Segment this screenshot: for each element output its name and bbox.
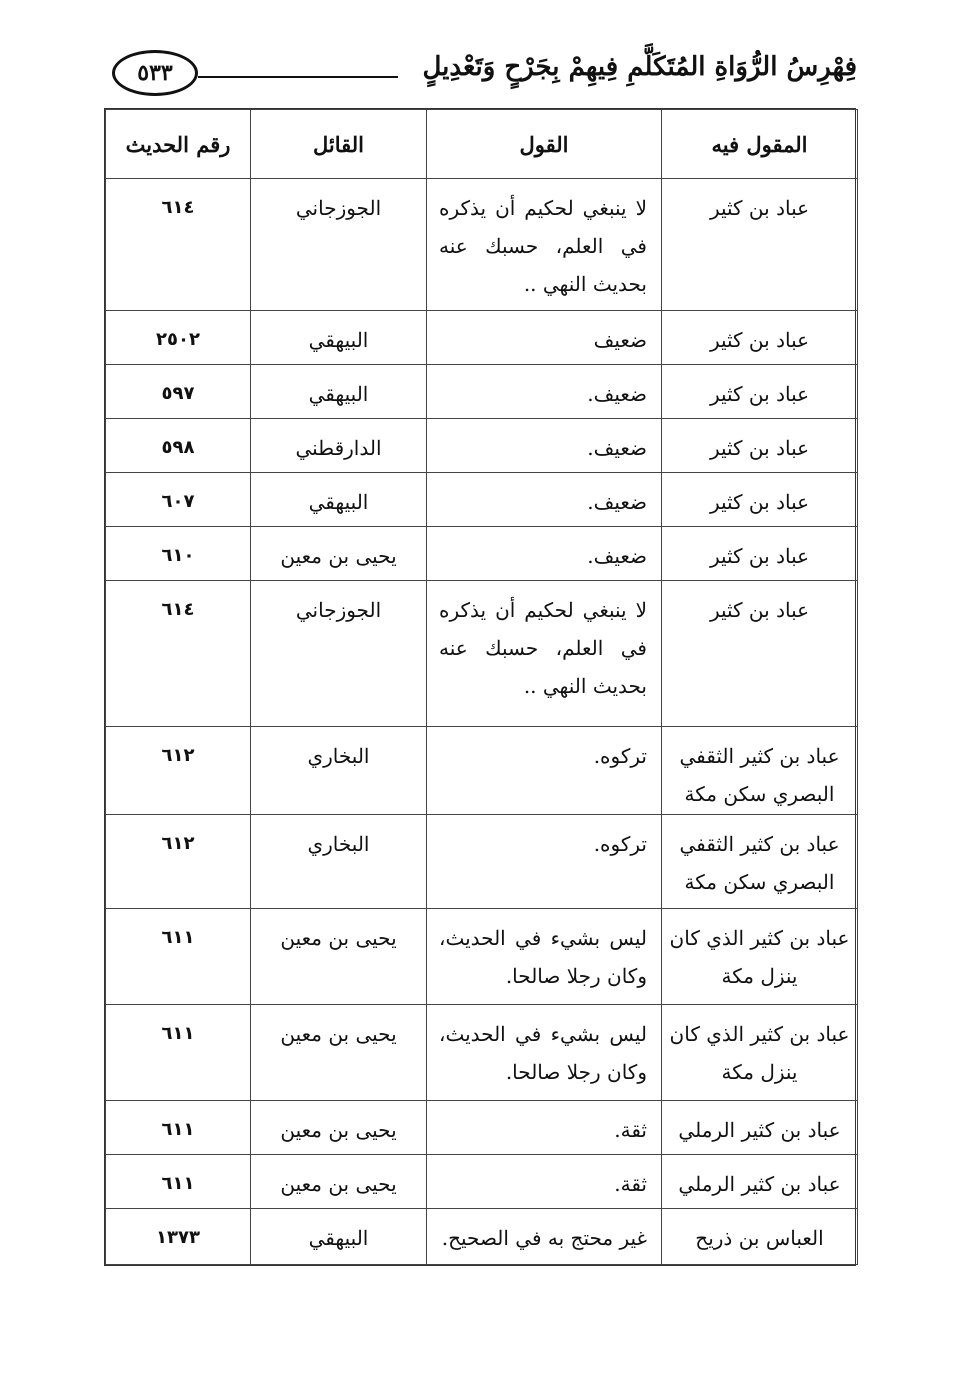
speaker-cell: البيهقي	[251, 365, 427, 419]
speaker-cell: البيهقي	[251, 311, 427, 365]
subject-cell: عباد بن كثير	[662, 311, 858, 365]
subject-cell: عباد بن كثير	[662, 527, 858, 581]
hadith-number-cell: ٥٩٨	[106, 419, 251, 473]
hadith-number-cell: ٦١٢	[106, 815, 251, 909]
speaker-cell: الدارقطني	[251, 419, 427, 473]
page-header	[112, 48, 857, 104]
statement-cell: ليس بشيء في الحديث، وكان رجلا صالحا.	[427, 1005, 662, 1101]
statement-cell: ضعيف.	[427, 527, 662, 581]
speaker-cell: البخاري	[251, 815, 427, 909]
column-header-speaker: القائل	[251, 110, 427, 179]
column-header-subject: المقول فيه	[662, 110, 858, 179]
subject-cell: عباد بن كثير الثقفي البصري سكن مكة	[662, 815, 858, 909]
statement-cell: تركوه.	[427, 815, 662, 909]
hadith-number-cell: ٦١١	[106, 1005, 251, 1101]
table-row	[106, 1209, 858, 1265]
hadith-number-cell: ٦١٤	[106, 179, 251, 311]
speaker-cell: البخاري	[251, 727, 427, 815]
hadith-number-cell: ٦١٠	[106, 527, 251, 581]
speaker-cell: يحيى بن معين	[251, 1005, 427, 1101]
narrators-table-wrapper	[104, 108, 856, 1266]
hadith-number-cell: ٦١١	[106, 1155, 251, 1209]
statement-cell: ليس بشيء في الحديث، وكان رجلا صالحا.	[427, 909, 662, 1005]
table-row	[106, 527, 858, 581]
hadith-number-cell: ٦١٤	[106, 581, 251, 727]
subject-cell: عباد بن كثير الذي كان ينزل مكة	[662, 909, 858, 1005]
hadith-number-cell: ٥٩٧	[106, 365, 251, 419]
speaker-cell: يحيى بن معين	[251, 1101, 427, 1155]
column-header-statement: القول	[427, 110, 662, 179]
speaker-cell: يحيى بن معين	[251, 909, 427, 1005]
narrators-table	[105, 109, 858, 1265]
subject-cell: عباد بن كثير	[662, 419, 858, 473]
page-number: ٥٣٣	[112, 50, 198, 96]
table-row	[106, 179, 858, 311]
subject-cell: عباد بن كثير	[662, 581, 858, 727]
hadith-number-cell: ٦١٢	[106, 727, 251, 815]
table-row	[106, 473, 858, 527]
statement-cell: ضعيف.	[427, 419, 662, 473]
table-row	[106, 419, 858, 473]
speaker-cell: البيهقي	[251, 473, 427, 527]
table-row	[106, 1101, 858, 1155]
hadith-number-cell: ١٣٧٣	[106, 1209, 251, 1265]
subject-cell: عباد بن كثير الذي كان ينزل مكة	[662, 1005, 858, 1101]
subject-cell: عباد بن كثير الرملي	[662, 1101, 858, 1155]
table-row	[106, 1005, 858, 1101]
subject-cell: عباد بن كثير	[662, 365, 858, 419]
subject-cell: عباد بن كثير الرملي	[662, 1155, 858, 1209]
table-row	[106, 311, 858, 365]
hadith-number-cell: ٦٠٧	[106, 473, 251, 527]
speaker-cell: يحيى بن معين	[251, 527, 427, 581]
statement-cell: لا ينبغي لحكيم أن يذكره في العلم، حسبك عنه بحديث النهي ..	[427, 179, 662, 311]
table-row	[106, 815, 858, 909]
subject-cell: العباس بن ذريح	[662, 1209, 858, 1265]
statement-cell: ضعيف	[427, 311, 662, 365]
hadith-number-cell: ٦١١	[106, 1101, 251, 1155]
column-header-hadith-number: رقم الحديث	[106, 110, 251, 179]
table-row	[106, 365, 858, 419]
statement-cell: ثقة.	[427, 1101, 662, 1155]
header-rule	[198, 76, 398, 78]
table-row	[106, 581, 858, 727]
statement-cell: ضعيف.	[427, 473, 662, 527]
hadith-number-cell: ٦١١	[106, 909, 251, 1005]
speaker-cell: الجوزجاني	[251, 179, 427, 311]
statement-cell: ضعيف.	[427, 365, 662, 419]
table-row	[106, 1155, 858, 1209]
table-row	[106, 727, 858, 815]
subject-cell: عباد بن كثير	[662, 179, 858, 311]
subject-cell: عباد بن كثير الثقفي البصري سكن مكة	[662, 727, 858, 815]
page-title: فِهْرِسُ الرُّوَاةِ المُتَكَلَّمِ فِيهِمْ بِجَرْحٍ وَتَعْدِيلٍ	[422, 52, 857, 82]
statement-cell: تركوه.	[427, 727, 662, 815]
speaker-cell: يحيى بن معين	[251, 1155, 427, 1209]
speaker-cell: الجوزجاني	[251, 581, 427, 727]
speaker-cell: البيهقي	[251, 1209, 427, 1265]
table-row	[106, 909, 858, 1005]
hadith-number-cell: ٢٥٠٢	[106, 311, 251, 365]
statement-cell: لا ينبغي لحكيم أن يذكره في العلم، حسبك عنه بحديث النهي ..	[427, 581, 662, 727]
table-header-row	[106, 110, 858, 179]
statement-cell: غير محتج به في الصحيح.	[427, 1209, 662, 1265]
subject-cell: عباد بن كثير	[662, 473, 858, 527]
statement-cell: ثقة.	[427, 1155, 662, 1209]
